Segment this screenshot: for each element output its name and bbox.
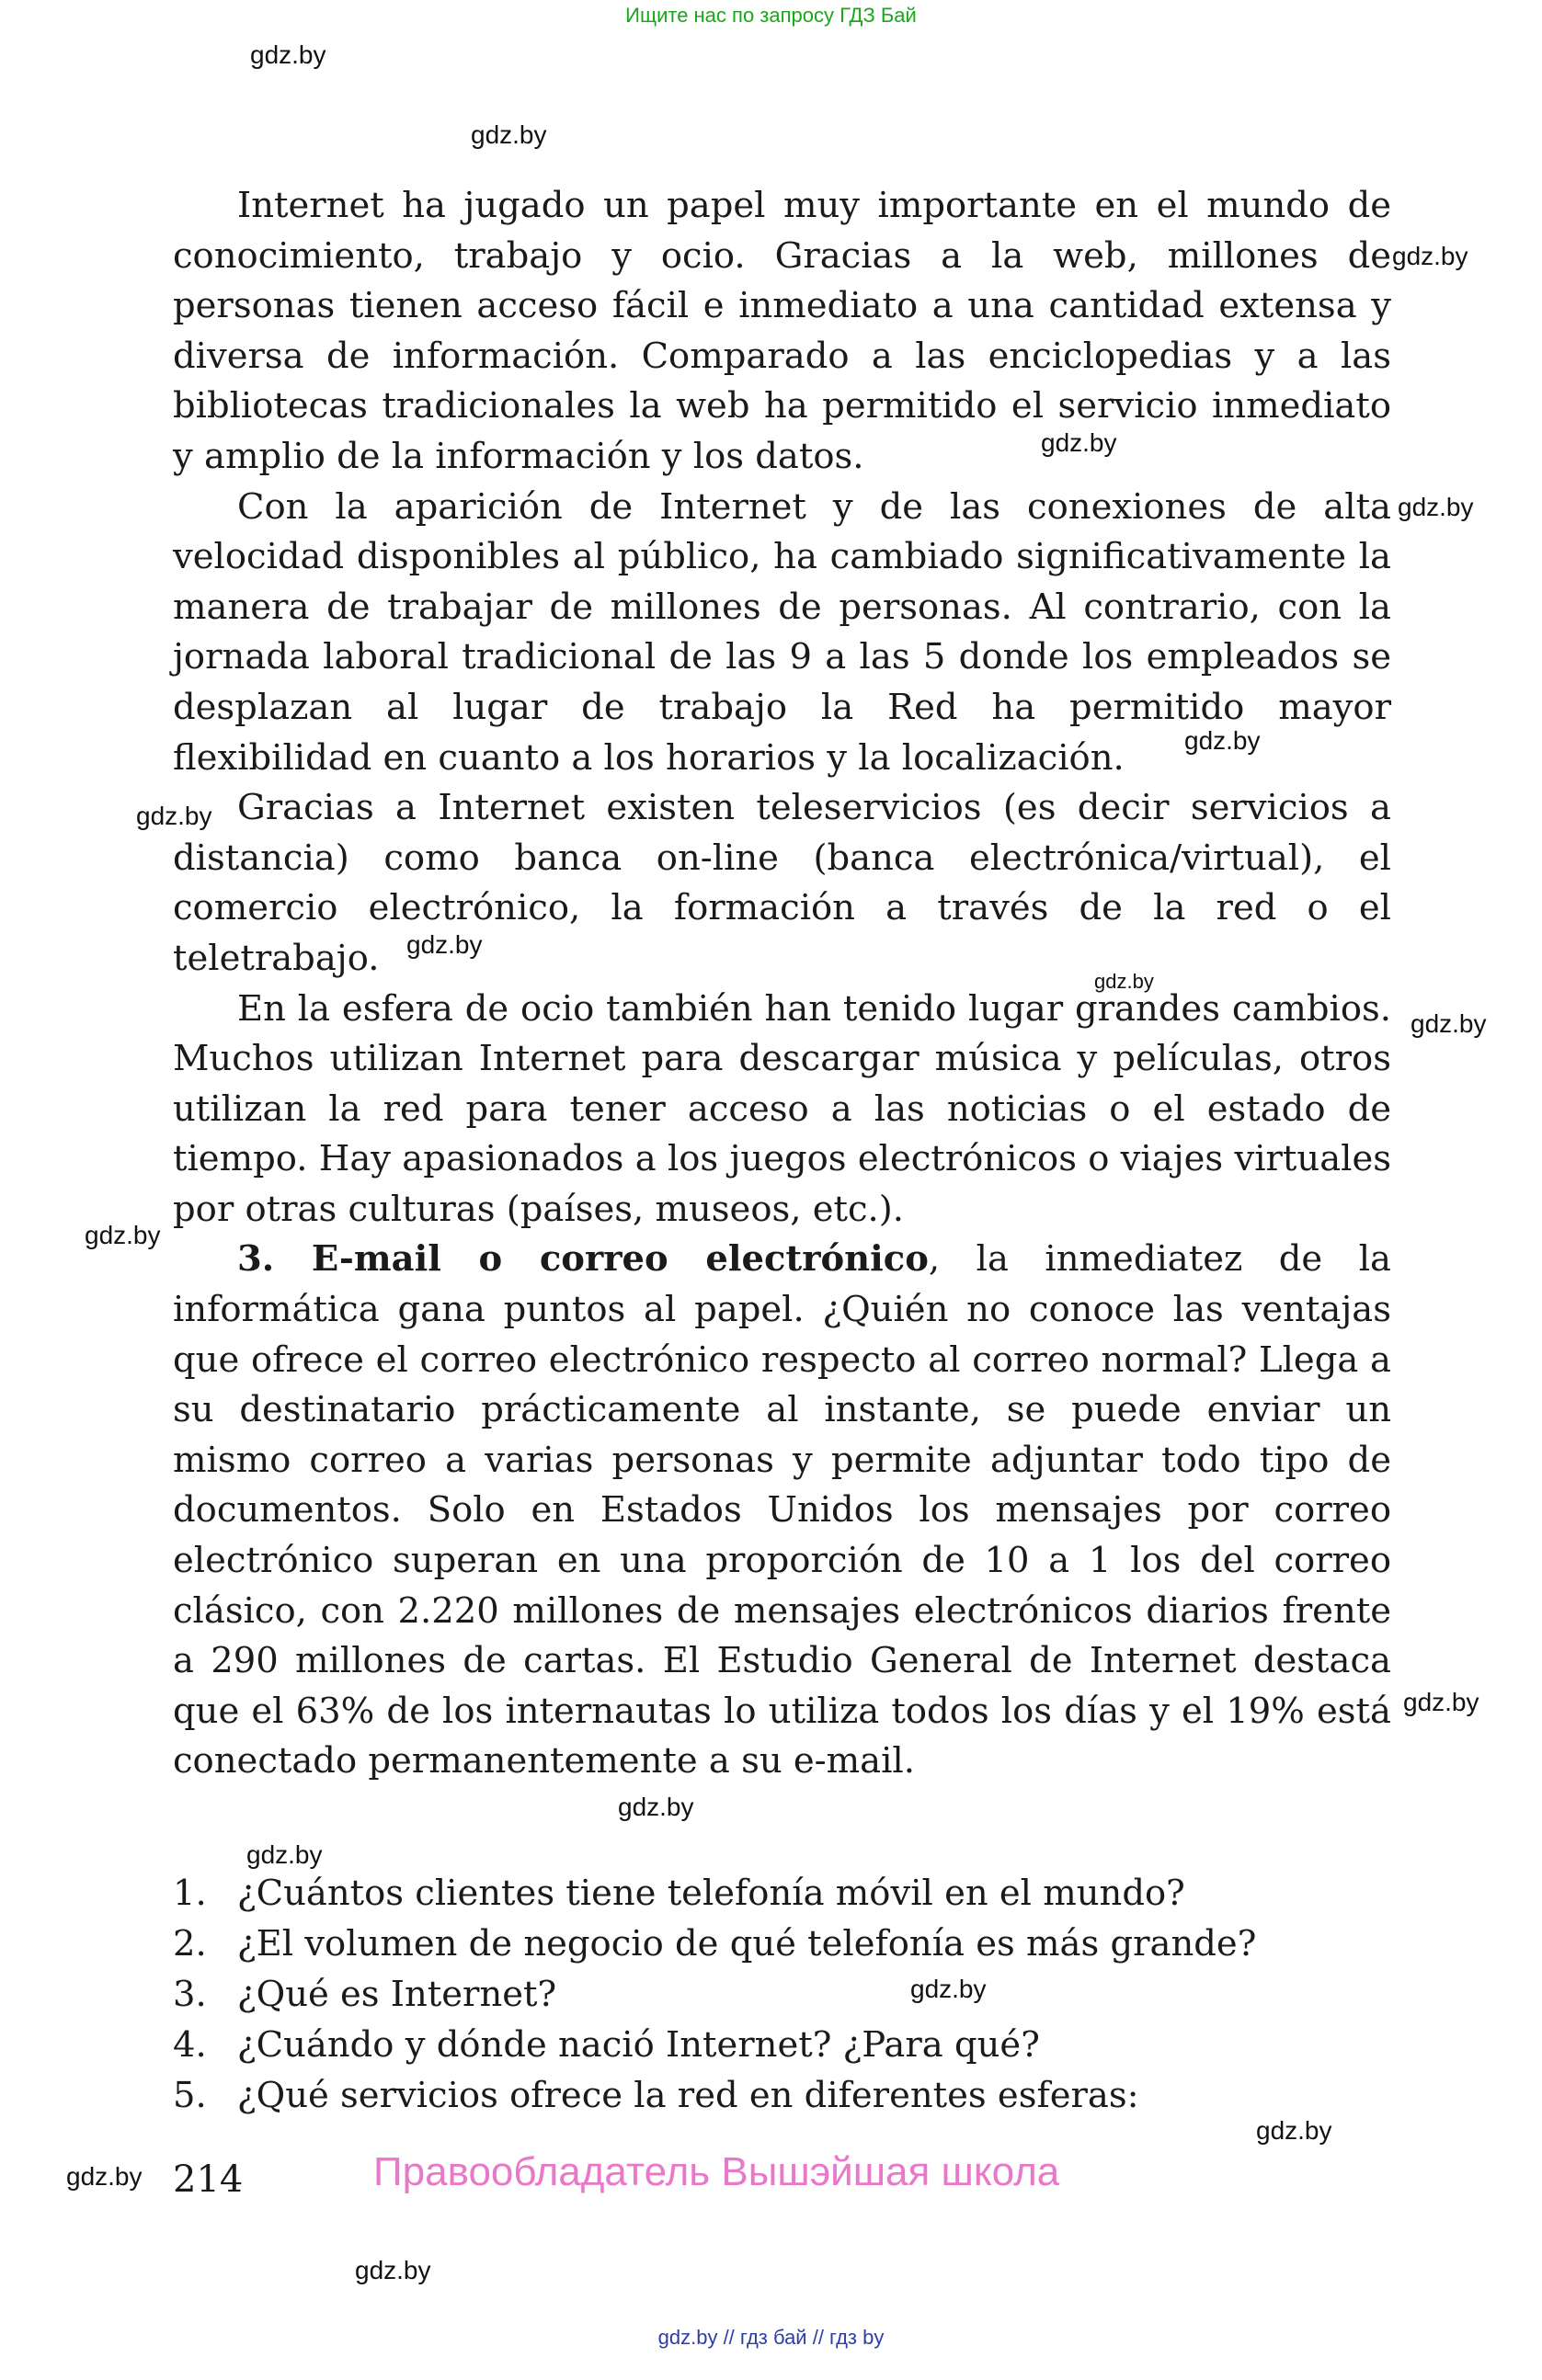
main-text: [173, 181, 1391, 1787]
watermark: gdz.by: [136, 802, 212, 830]
email-text: , la inmediatez de la informática gana puntos al papel. ¿Quién no conoce las ventajas que ofrece el correo electrónico respecto al correo normal? Llega a su destinatario prácticamente al instante, se puede enviar un mismo correo a varias personas y permite adjuntar todo tipo de documentos. Solo en Estados Unidos los mensajes por correo electrónico superan en una proporción de 10 a 1 los del correo clásico, con 2.220 millones de mensajes electrónicos diarios frente a 290 millones de cartas. El Estudio General de Internet destaca que el 63% de los internautas lo utiliza todos los días y el 19% está conectado permanentemente a su e-mail.: [173, 1238, 1391, 1782]
watermark: gdz.by: [1184, 726, 1261, 755]
question-text: ¿Qué servicios ofrece la red en diferentes esferas:: [237, 2075, 1139, 2116]
question-item: [173, 2020, 1391, 2070]
question-text: ¿Qué es Internet?: [237, 1974, 557, 2015]
top-banner[interactable]: Ищите нас по запросу ГДЗ Бай: [625, 4, 917, 27]
watermark: gdz.by: [1403, 1688, 1479, 1716]
email-heading: 3. E-mail o correo electrónico: [237, 1238, 929, 1281]
question-text: ¿El volumen de negocio de qué telefonía es más grande?: [237, 1923, 1257, 1964]
question-list: [173, 1868, 1391, 2121]
watermark: gdz.by: [85, 1221, 161, 1249]
watermark: gdz.by: [246, 1840, 323, 1869]
watermark: gdz.by: [1094, 970, 1154, 993]
watermark: gdz.by: [1411, 1009, 1487, 1038]
watermark: gdz.by: [355, 2256, 431, 2284]
watermark: gdz.by: [910, 1975, 987, 2003]
paragraph-email: [173, 1235, 1391, 1787]
paragraph-teleservices: Gracias a Internet existen teleservicios (es decir servicios a distancia) como banca on-line (banca electrónica/virtual), el comercio electrónico, la formación a través de la red o el teletrabajo.: [173, 787, 1391, 979]
watermark: gdz.by: [471, 120, 547, 149]
question-number: 1.: [173, 1873, 207, 1914]
paragraph-internet-role: Internet ha jugado un papel muy importante en el mundo de conocimiento, trabajo y ocio. Gracias a la web, millones de personas tienen acceso fácil e inmediato a una cantidad extensa y diversa de información. Comparado a las enciclopedias y a las bibliotecas tradicionales la web ha permitido el servicio inmediato y amplio de la información y los datos.: [173, 185, 1391, 477]
question-text: ¿Cuándo y dónde nació Internet? ¿Para qué?: [237, 2024, 1040, 2066]
question-item: [173, 1969, 1391, 2020]
question-number: 2.: [173, 1923, 207, 1964]
question-number: 3.: [173, 1974, 207, 2015]
question-item: [173, 1868, 1391, 1919]
watermark: gdz.by: [406, 930, 483, 959]
watermark: gdz.by: [618, 1793, 694, 1821]
copyright-notice: Правообладатель Вышэйшая школа: [373, 2149, 1060, 2194]
question-text: ¿Cuántos clientes tiene telefonía móvil en el mundo?: [237, 1873, 1185, 1914]
paragraph-leisure: En la esfera de ocio también han tenido lugar grandes cambios. Muchos utilizan Internet para descargar música y películas, otros utilizan la red para tener acceso a las noticias o el estado de tiempo. Hay apasionados a los juegos electrónicos o viajes virtuales por otras culturas (países, museos, etc.).: [173, 987, 1391, 1230]
question-item: [173, 2070, 1391, 2121]
watermark: gdz.by: [1398, 493, 1474, 521]
paragraph-work-changes: Con la aparición de Internet y de las conexiones de alta velocidad disponibles al público, ha cambiado significativamente la manera de trabajar de millones de personas. Al contrario, con la jornada laboral tradicional de las 9 a las 5 donde los empleados se desplazan al lugar de trabajo la Red ha permitido mayor flexibilidad en cuanto a los horarios y la localización.: [173, 485, 1391, 779]
watermark: gdz.by: [1041, 428, 1117, 457]
question-number: 5.: [173, 2075, 207, 2116]
watermark: gdz.by: [250, 40, 326, 69]
page-number: 214: [173, 2158, 244, 2201]
watermark: gdz.by: [1392, 242, 1468, 270]
question-number: 4.: [173, 2024, 207, 2066]
watermark: gdz.by: [66, 2162, 143, 2191]
bottom-links[interactable]: gdz.by // гдз бай // гдз by: [657, 2326, 885, 2349]
watermark: gdz.by: [1256, 2116, 1332, 2145]
question-item: [173, 1919, 1391, 1969]
